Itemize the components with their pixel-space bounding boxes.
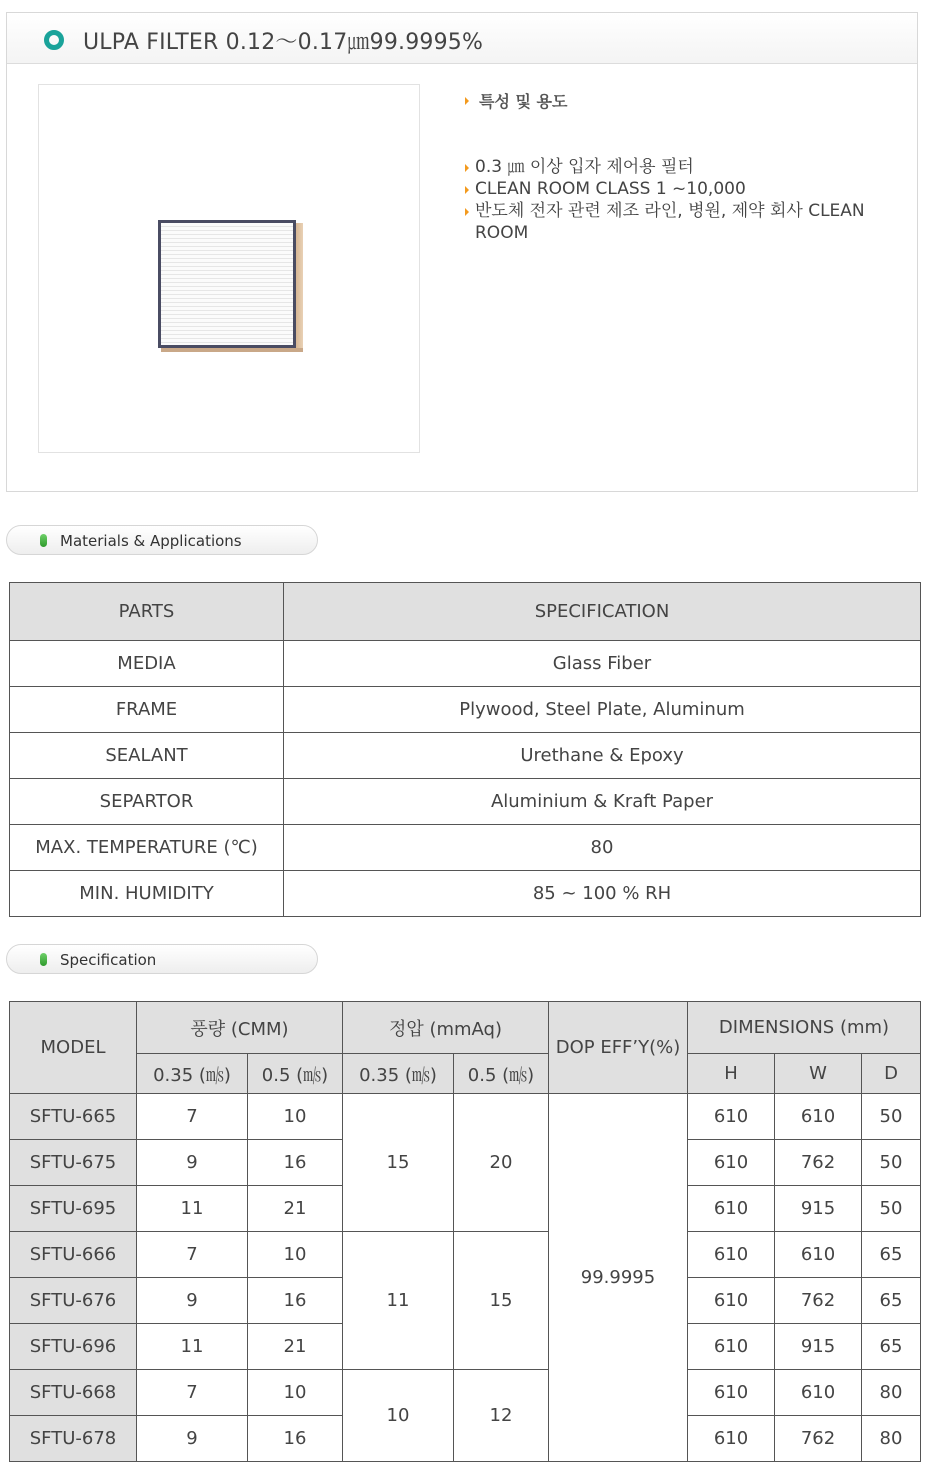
- dim-h-cell: 610: [688, 1140, 775, 1186]
- cmm-cell: 10: [248, 1232, 343, 1278]
- product-image: [38, 84, 420, 453]
- cmm-cell: 9: [137, 1140, 248, 1186]
- table-row: [10, 641, 921, 687]
- circle-bullet-icon: [44, 30, 64, 50]
- model-cell: SFTU-696: [10, 1324, 137, 1370]
- dim-w-cell: 610: [775, 1094, 862, 1140]
- dim-h-cell: 610: [688, 1370, 775, 1416]
- cmm-cell: 16: [248, 1416, 343, 1462]
- table-row: [10, 1094, 921, 1140]
- part-cell: MEDIA: [10, 641, 284, 687]
- column-header-model: MODEL: [10, 1002, 137, 1094]
- pressure-cell: 15: [454, 1232, 549, 1370]
- feature-item: 반도체 전자 관련 제조 라인, 병원, 제약 회사 CLEAN ROOM: [465, 200, 905, 244]
- pressure-cell: 11: [343, 1232, 454, 1370]
- dim-d-cell: 65: [862, 1324, 921, 1370]
- dim-d-cell: 50: [862, 1094, 921, 1140]
- subheader-velocity: 0.35 (㎧): [137, 1054, 248, 1094]
- dim-h-cell: 610: [688, 1186, 775, 1232]
- arrow-bullet-icon: [465, 186, 469, 194]
- cmm-cell: 10: [248, 1370, 343, 1416]
- column-header-dimensions: DIMENSIONS (mm): [688, 1002, 921, 1054]
- part-cell: MAX. TEMPERATURE (℃): [10, 825, 284, 871]
- subheader-d: D: [862, 1054, 921, 1094]
- cmm-cell: 7: [137, 1370, 248, 1416]
- model-cell: SFTU-665: [10, 1094, 137, 1140]
- dim-w-cell: 762: [775, 1278, 862, 1324]
- dop-cell: 99.9995: [549, 1094, 688, 1462]
- model-cell: SFTU-676: [10, 1278, 137, 1324]
- section-label: Materials & Applications: [60, 532, 242, 550]
- table-row: [10, 1370, 921, 1416]
- subheader-velocity: 0.5 (㎧): [454, 1054, 549, 1094]
- features-title: 특성 및 용도: [465, 89, 567, 112]
- column-header-dop: DOP EFF’Y(%): [549, 1002, 688, 1094]
- cmm-cell: 7: [137, 1094, 248, 1140]
- cmm-cell: 16: [248, 1278, 343, 1324]
- part-cell: SEALANT: [10, 733, 284, 779]
- subheader-w: W: [775, 1054, 862, 1094]
- materials-section-tab: [6, 525, 318, 555]
- table-header-row: [10, 583, 921, 641]
- dim-h-cell: 610: [688, 1094, 775, 1140]
- model-cell: SFTU-695: [10, 1186, 137, 1232]
- dim-w-cell: 762: [775, 1416, 862, 1462]
- part-cell: SEPARTOR: [10, 779, 284, 825]
- specification-section-tab: [6, 944, 318, 974]
- cmm-cell: 9: [137, 1416, 248, 1462]
- dim-h-cell: 610: [688, 1416, 775, 1462]
- panel-header: [7, 13, 917, 64]
- cmm-cell: 7: [137, 1232, 248, 1278]
- features-list: [465, 156, 905, 244]
- table-subheader-row: [10, 1054, 921, 1094]
- dim-h-cell: 610: [688, 1232, 775, 1278]
- dim-d-cell: 80: [862, 1416, 921, 1462]
- spec-cell: Urethane & Epoxy: [284, 733, 921, 779]
- arrow-bullet-icon: [465, 164, 469, 172]
- table-row: [10, 733, 921, 779]
- subheader-velocity: 0.5 (㎧): [248, 1054, 343, 1094]
- spec-cell: Plywood, Steel Plate, Aluminum: [284, 687, 921, 733]
- column-header: SPECIFICATION: [284, 583, 921, 641]
- section-label: Specification: [60, 951, 157, 969]
- table-row: [10, 825, 921, 871]
- dim-d-cell: 50: [862, 1186, 921, 1232]
- dim-w-cell: 915: [775, 1186, 862, 1232]
- table-row: [10, 871, 921, 917]
- green-pill-icon: [40, 953, 47, 966]
- column-header: PARTS: [10, 583, 284, 641]
- pressure-cell: 20: [454, 1094, 549, 1232]
- dim-h-cell: 610: [688, 1324, 775, 1370]
- column-header-pressure: 정압 (mmAq): [343, 1002, 549, 1054]
- table-header-row: [10, 1002, 921, 1054]
- ulpa-filter-illustration: [158, 220, 296, 348]
- filter-frame-bottom: [161, 348, 303, 352]
- model-cell: SFTU-668: [10, 1370, 137, 1416]
- pressure-cell: 10: [343, 1370, 454, 1462]
- cmm-cell: 10: [248, 1094, 343, 1140]
- model-cell: SFTU-678: [10, 1416, 137, 1462]
- dim-w-cell: 915: [775, 1324, 862, 1370]
- part-cell: MIN. HUMIDITY: [10, 871, 284, 917]
- subheader-h: H: [688, 1054, 775, 1094]
- product-panel: [6, 12, 918, 492]
- pressure-cell: 15: [343, 1094, 454, 1232]
- arrow-bullet-icon: [465, 208, 469, 216]
- spec-cell: Aluminium & Kraft Paper: [284, 779, 921, 825]
- part-cell: FRAME: [10, 687, 284, 733]
- dim-d-cell: 80: [862, 1370, 921, 1416]
- table-row: [10, 687, 921, 733]
- dim-w-cell: 610: [775, 1232, 862, 1278]
- model-cell: SFTU-666: [10, 1232, 137, 1278]
- cmm-cell: 9: [137, 1278, 248, 1324]
- spec-cell: 80: [284, 825, 921, 871]
- filter-frame-side: [296, 223, 303, 351]
- specification-table: [9, 1001, 921, 1462]
- product-title: ULPA FILTER 0.12～0.17㎛99.9995%: [83, 30, 484, 55]
- feature-item: 0.3 ㎛ 이상 입자 제어용 필터: [465, 156, 905, 178]
- feature-item: CLEAN ROOM CLASS 1 ~10,000: [465, 178, 905, 200]
- dim-w-cell: 610: [775, 1370, 862, 1416]
- cmm-cell: 11: [137, 1186, 248, 1232]
- pressure-cell: 12: [454, 1370, 549, 1462]
- cmm-cell: 16: [248, 1140, 343, 1186]
- table-row: [10, 1232, 921, 1278]
- spec-cell: Glass Fiber: [284, 641, 921, 687]
- cmm-cell: 21: [248, 1324, 343, 1370]
- model-cell: SFTU-675: [10, 1140, 137, 1186]
- spec-cell: 85 ~ 100 % RH: [284, 871, 921, 917]
- table-row: [10, 779, 921, 825]
- green-pill-icon: [40, 534, 47, 547]
- materials-table: [9, 582, 921, 917]
- column-header-airflow: 풍량 (CMM): [137, 1002, 343, 1054]
- dim-d-cell: 65: [862, 1232, 921, 1278]
- arrow-bullet-icon: [465, 97, 469, 105]
- cmm-cell: 11: [137, 1324, 248, 1370]
- dim-h-cell: 610: [688, 1278, 775, 1324]
- cmm-cell: 21: [248, 1186, 343, 1232]
- subheader-velocity: 0.35 (㎧): [343, 1054, 454, 1094]
- dim-w-cell: 762: [775, 1140, 862, 1186]
- dim-d-cell: 50: [862, 1140, 921, 1186]
- dim-d-cell: 65: [862, 1278, 921, 1324]
